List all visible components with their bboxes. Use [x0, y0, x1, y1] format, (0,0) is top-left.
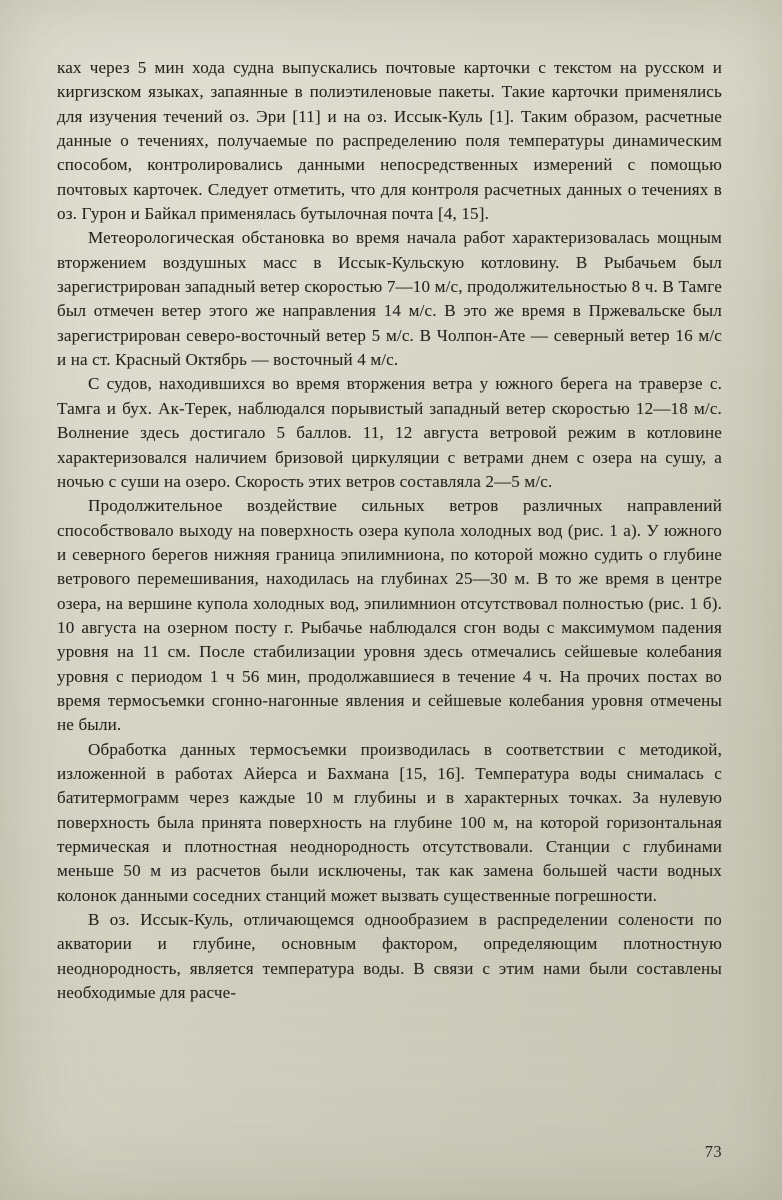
body-text-column	[57, 56, 722, 1005]
paragraph: Обработка данных термосъемки производилась в соответствии с методикой, изложенной в работах Айерса и Бахмана [15, 16]. Температура воды снималась с батитермограмм через каждые 10 м глубины и в характерных точках. За нулевую поверхность была принята поверхность на глубине 100 м, на которой горизонтальная термическая и плотностная неоднородность отсутствовали. Станции с глубинами меньше 50 м из расчетов были исключены, так как замена большей части водных колонок данными соседних станций может вызвать существенные погрешности.	[57, 739, 722, 905]
paragraph: Метеорологическая обстановка во время начала работ характеризовалась мощным вторжением воздушных масс в Иссык-Кульскую котловину. В Рыбачьем был зарегистрирован западный ветер скоростью 7—10 м/с, продолжительностью 8 ч. В Тамге был отмечен ветер этого же направления 14 м/с. В это же время в Пржевальске был зарегистрирован северо-восточный ветер 5 м/с. В Чолпон-Ате — северный ветер 16 м/с и на ст. Красный Октябрь — восточный 4 м/с.	[57, 228, 722, 370]
paragraph: ках через 5 мин хода судна выпускались почтовые карточки с текстом на русском и киргизском языках, запаянные в полиэтиленовые пакеты. Такие карточки применялись для изучения течений оз. Эри [11] и на оз. Иссык-Куль [1]. Таким образом, расчетные данные о течениях, получаемые по распределению поля температуры динамическим способом, контролировались данными непосредственных измерений с помощью почтовых карточек. Следует отметить, что для контроля расчетных данных о течениях в оз. Гурон и Байкал применялась бутылочная почта [4, 15].	[57, 58, 722, 224]
paragraph: Продолжительное воздействие сильных ветров различных направлений способствовало выходу на поверхность озера купола холодных вод (рис. 1 а). У южного и северного берегов нижняя граница эпилимниона, по которой можно судить о глубине ветрового перемешивания, находилась на глубинах 25—30 м. В то же время в центре озера, на вершине купола холодных вод, эпилимнион отсутствовал полностью (рис. 1 б). 10 августа на озерном посту г. Рыбачье наблюдался сгон воды с максимумом падения уровня на 11 см. После стабилизации уровня здесь отмечались сейшевые колебания уровня с периодом 1 ч 56 мин, продолжавшиеся в течение 4 ч. На прочих постах во время термосъемки сгонно-нагонные явления и сейшевые колебания уровня отмечены не были.	[57, 496, 722, 735]
paragraph: В оз. Иссык-Куль, отличающемся однообразием в распределении солености по акватории и глубине, основным фактором, определяющим плотностную неоднородность, является температура воды. В связи с этим нами были составлены необходимые для расче-	[57, 910, 722, 1003]
page-number: 73	[704, 1142, 722, 1161]
paragraph: С судов, находившихся во время вторжения ветра у южного берега на траверзе с. Тамга и бух. Ак-Терек, наблюдался порывистый западный ветер скоростью 12—18 м/с. Волнение здесь достигало 5 баллов. 11, 12 августа ветровой режим в котловине характеризовался наличием бризовой циркуляции с ветрами днем с озера на сушу, а ночью с суши на озеро. Скорость этих ветров составляла 2—5 м/с.	[57, 374, 722, 491]
